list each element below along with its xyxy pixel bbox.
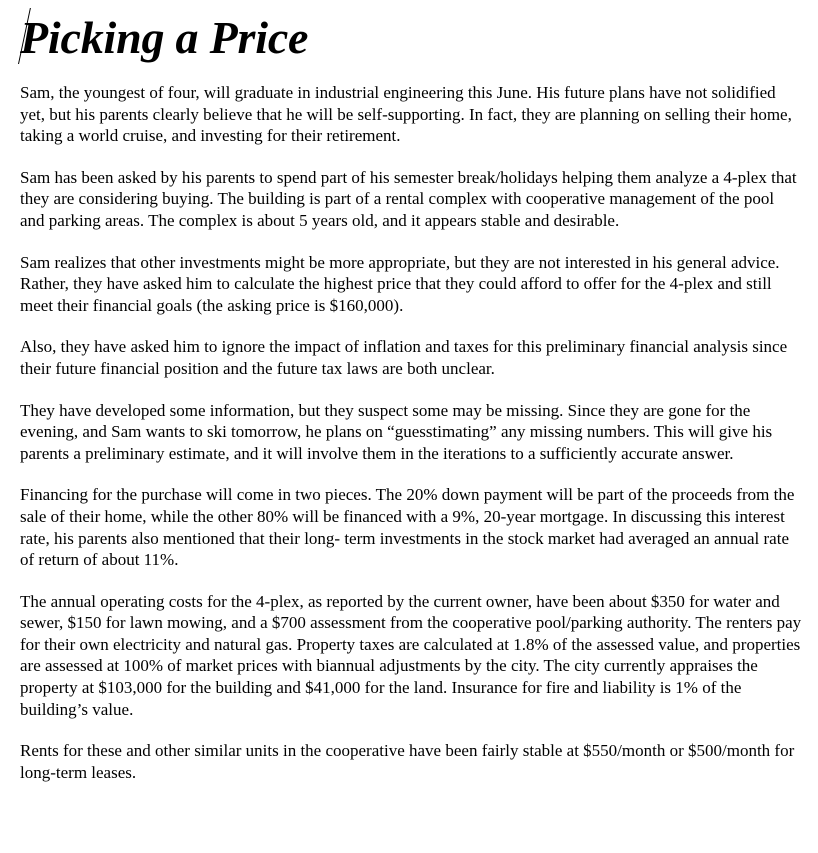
paragraph-financing: Financing for the purchase will come in two pieces. The 20% down payment will be part of the proceeds from the sale of their home, while the other 80% will be financed with a 9%, 20-year mortgage. In discussing this interest rate, his parents also mentioned that their long- term investments in the stock market had averaged an annual rate of return of about 11%. [20, 485, 795, 570]
paragraph-goal: Sam realizes that other investments might be more appropriate, but they are not interested in his general advice. Rather, they have asked him to calculate the highest price that they could afford to offer for the 4-plex and still meet their financial goals (the asking price is $160,000). [20, 252, 780, 315]
paragraph-intro: Sam, the youngest of four, will graduate in industrial engineering this June. His future plans have not solidified yet, but his parents clearly believe that he will be self-supporting. In fact, they are planning on selling their home, taking a world cruise, and investing for their retirement. [20, 83, 792, 146]
paragraph-missing-info: They have developed some information, but they suspect some may be missing. Since they are gone for the evening, and Sam wants to ski tomorrow, he plans on “guesstimating” any missing numbers. This will give his parents a preliminary estimate, and it will involve them in the iterations to a sufficiently accurate answer. [20, 400, 773, 463]
paragraph-operating-costs: The annual operating costs for the 4-plex, as reported by the current owner, have been about $350 for water and sewer, $150 for lawn mowing, and a $700 assessment from the cooperative pool/parking authority. The renters pay for their own electricity and natural gas. Property taxes are calculated at 1.8% of the assessed value, and properties are assessed at 100% of market prices with biannual adjustments by the city. The city currently appraises the property at $103,000 for the building and $41,000 for the land. Insurance for fire and liability is 1% of the building’s value. [20, 591, 802, 719]
paragraph-rents: Rents for these and other similar units in the cooperative have been fairly stable at $550/month or $500/month for long-term leases. [20, 741, 795, 782]
document-title: Picking a Price [20, 12, 309, 63]
paragraph-4plex: Sam has been asked by his parents to spend part of his semester break/holidays helping them analyze a 4-plex that they are considering buying. The building is part of a rental complex with cooperative management of the pool and parking areas. The complex is about 5 years old, and it appears stable and desirable. [20, 167, 797, 230]
title-area [20, 0, 802, 82]
document-page [20, 0, 802, 803]
paragraph-assumptions: Also, they have asked him to ignore the impact of inflation and taxes for this preliminary financial analysis since their future financial position and the future tax laws are both unclear. [20, 337, 788, 378]
